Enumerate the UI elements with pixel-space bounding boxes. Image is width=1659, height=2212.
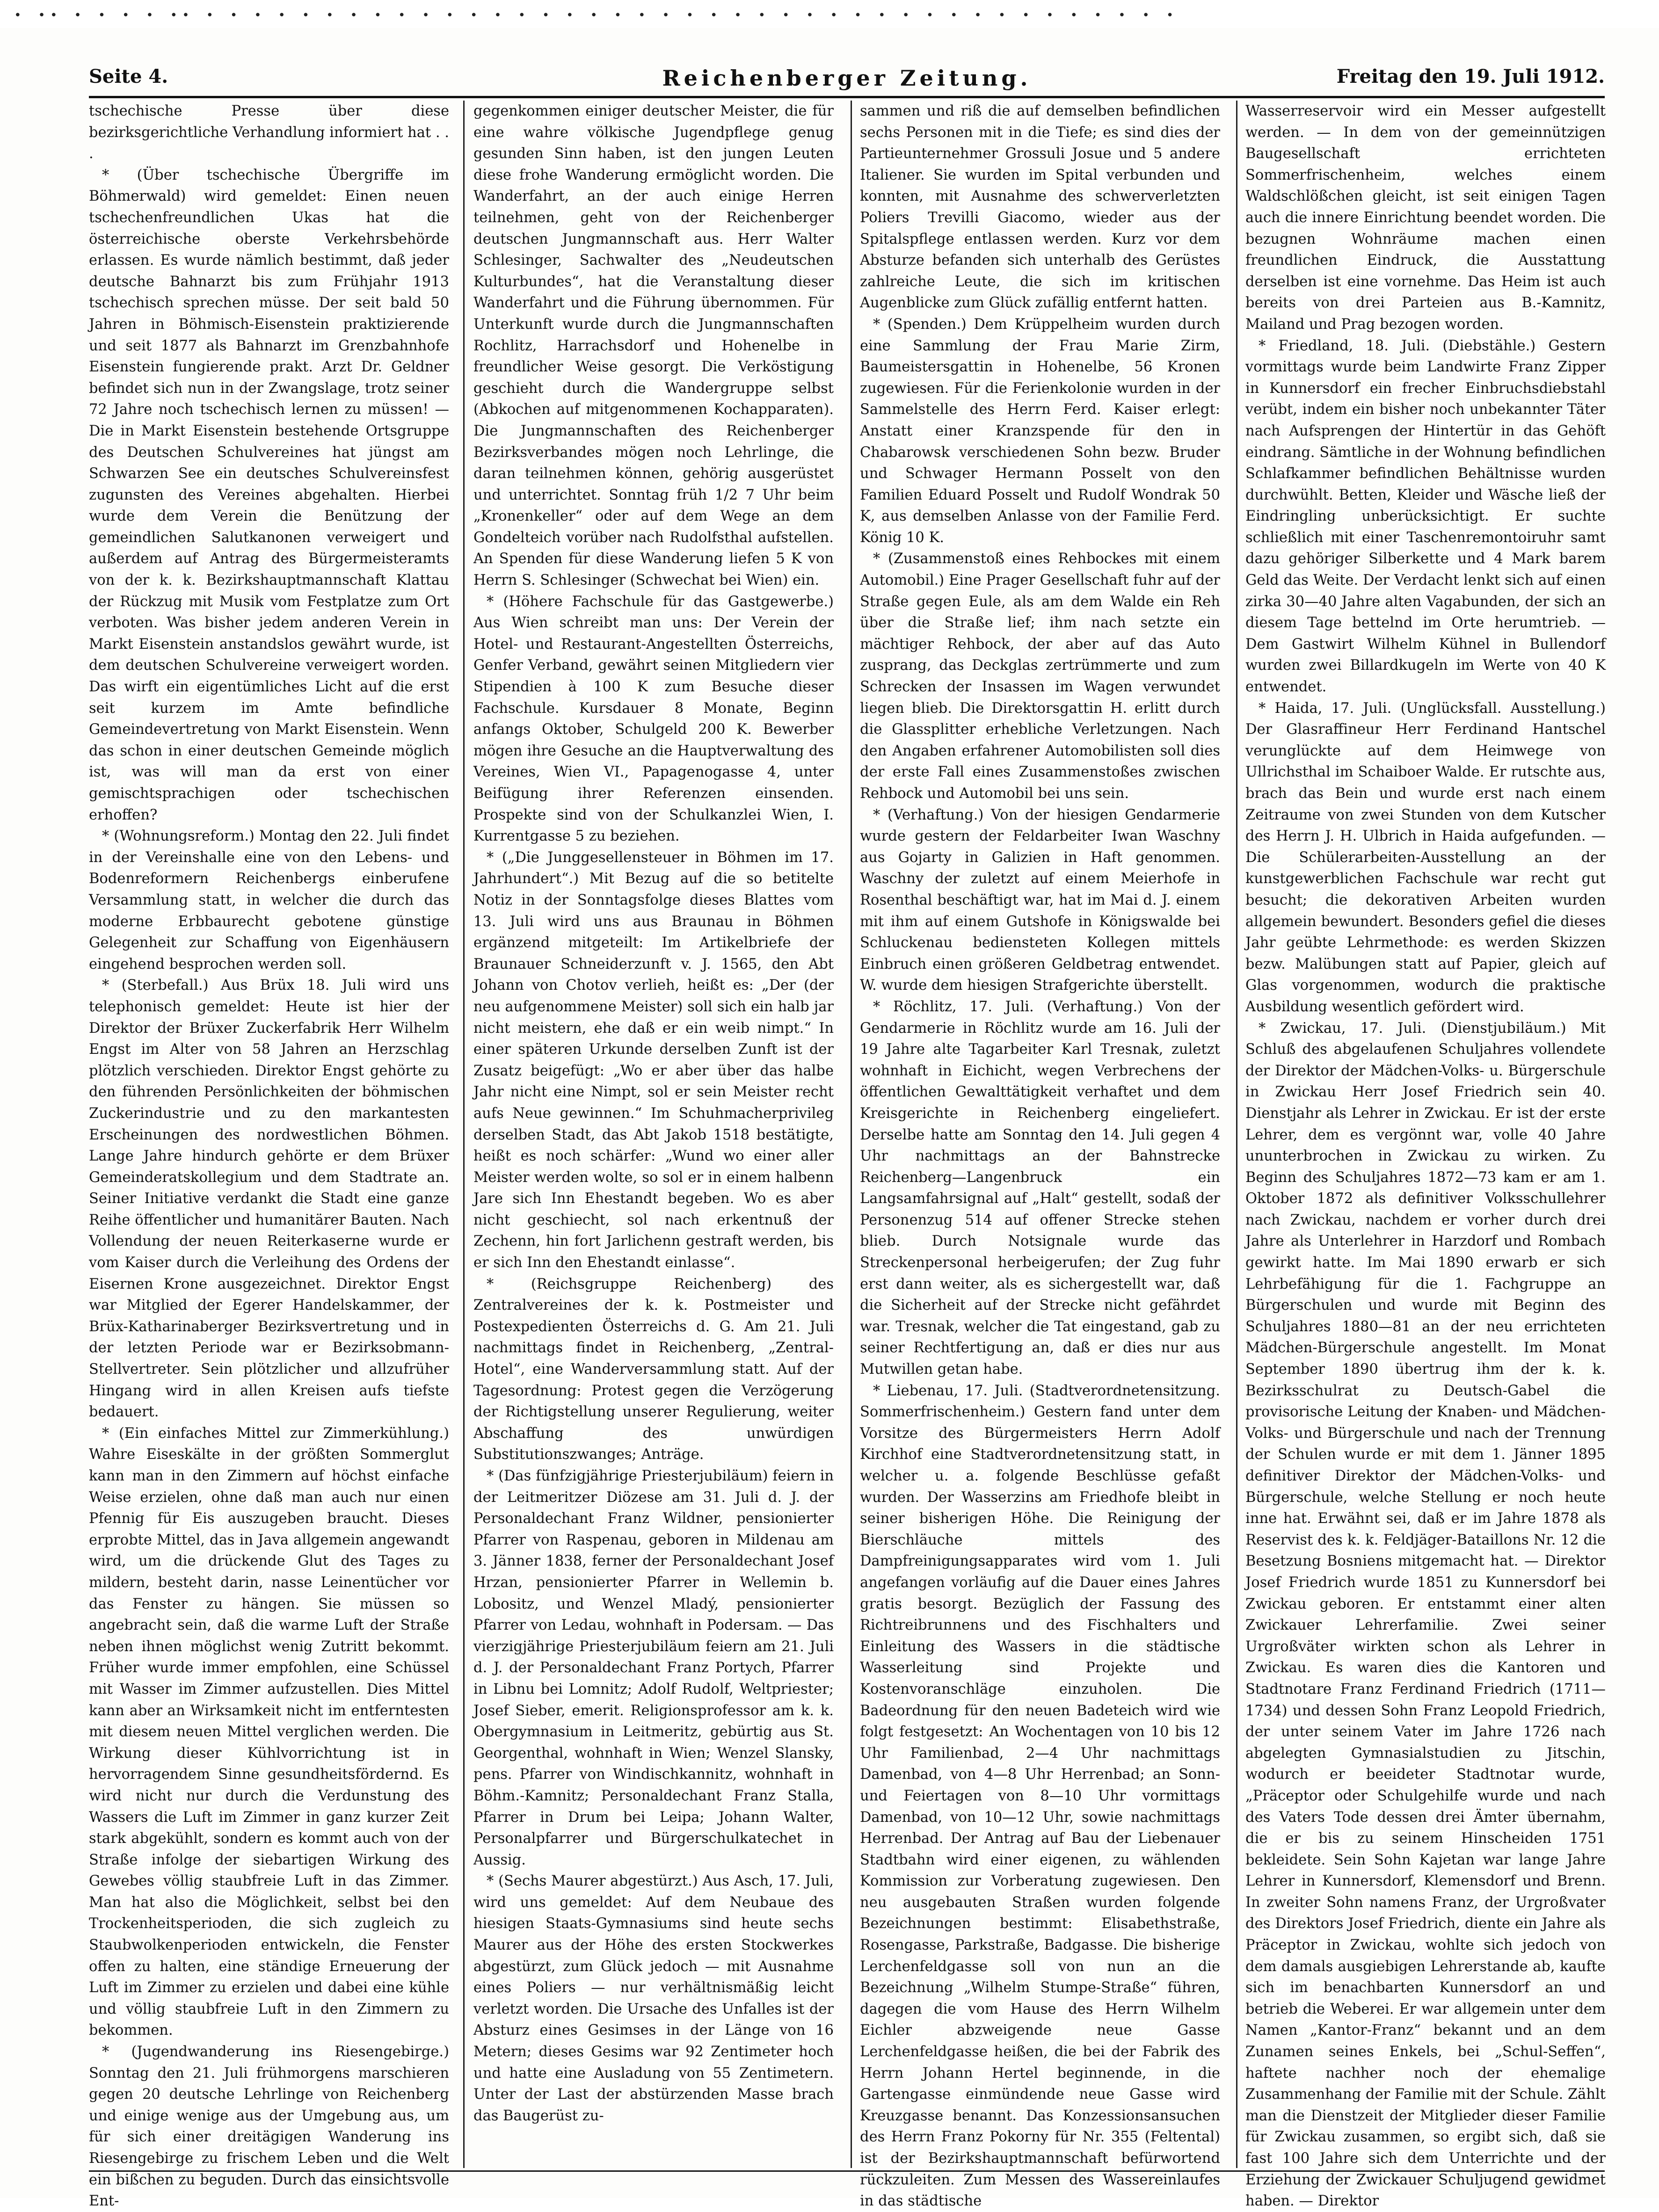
margin-dots: • •• • • • • •• • • • • • • • • • • • • • • • • • • • • • • • • • • • • • • • • • • • • • • • • • [14, 8, 1179, 22]
article-paragraph: * Friedland, 18. Juli. (Diebstähle.) Gestern vormittags wurde beim Landwirte Franz Zipper in Kunnersdorf ein frecher Einbruchsdiebstahl verübt, indem ein bisher noch unbekannter Täter nach Aufsprengen der Hintertür in das Gehöft eindrang. Sämtliche in der Wohnung befindlichen Schlafkammer befindlichen Behältnisse wurden durchwühlt. Betten, Kleider und Wäsche ließ der Eindringling unberücksichtigt. Er suchte schließlich mit einer Taschenremontoiruhr samt dazu gehöriger Silberkette und 4 Mark barem Geld das Weite. Der Verdacht lenkt sich auf einen zirka 30—40 Jahre alten Vagabunden, der sich an diesem Tage bettelnd im Orte herumtrieb. — Dem Gastwirt Wilhelm Kühnel in Bullendorf wurden zwei Billardkugeln im Werte von 40 K entwendet. [1245, 337, 1606, 696]
column-4 [1245, 101, 1606, 2210]
column-2 [473, 101, 834, 2168]
article-paragraph: * (Sechs Maurer abgestürzt.) Aus Asch, 17. Juli, wird uns gemeldet: Auf dem Neubaue des hiesigen Staats-Gymnasiums sind heute sechs Maurer aus der Höhe des ersten Stockwerkes abgestürzt, zum Glück jedoch — mit Ausnahme eines Poliers — nur verhältnismäßig leicht verletzt worden. Die Ursache des Unfalles ist der Absturz eines Gesimses in der Länge von 16 Metern; dieses Gesims war 92 Zentimeter hoch und hatte eine Ausladung von 55 Zentimetern. Unter der Last der abstürzenden Masse brach das Baugerüst zu- [473, 1873, 834, 2124]
article-paragraph: * Liebenau, 17. Juli. (Stadtverordnetensitzung. Sommerfrischenheim.) Gestern fand unter dem Vorsitze des Bürgermeisters Herrn Adolf Kirchhof eine Stadtverordnetensitzung statt, in welcher u. a. folgende Beschlüsse gefaßt wurden. Der Wasserzins am Friedhofe bleibt in seiner bisherigen Höhe. Die Reinigung der Bierschläuche mittels des Dampfreinigungsapparates wird vom 1. Juli angefangen vorläufig auf die Dauer eines Jahres gratis besorgt. Bezüglich der Fassung des Richtreibrunnens und des Fischhalters und Einleitung des Wassers in die städtische Wasserleitung sind Projekte und Kostenvoranschläge einzuholen. Die Badeordnung für den neuen Badeteich wird wie folgt festgesetzt: An Wochentagen von 10 bis 12 Uhr Familienbad, 2—4 Uhr nachmittags Damenbad, von 4—8 Uhr Herrenbad; an Sonn- und Feiertagen von 8—10 Uhr vormittags Damenbad, von 10—12 Uhr, sowie nachmittags Herrenbad. Der Antrag auf Bau der Liebenauer Stadtbahn wird einer eigenen, zu wählenden Kommission zur Vorberatung zugewiesen. Den neu ausgebauten Straßen wurden folgende Bezeichnungen bestimmt: Elisabethstraße, Rosengasse, Parkstraße, Badgasse. Die bisherige Lerchenfeldgasse soll von nun an die Bezeichnung „Wilhelm Stumpe-Straße“ führen, dagegen die vom Hause des Herrn Wilhelm Eichler abzweigende neue Gasse Lerchenfeldgasse heißen, die bei der Fabrik des Herrn Johann Hertel beginnende, in die Gartengasse einmündende neue Gasse wird Kreuzgasse benannt. Das Konzessionsansuchen des Herrn Franz Pokorny für Nr. 355 (Feltental) ist der Bezirkshauptmannschaft befürwortend rückzuleiten. Zum Messen des Wassereinlaufes in das städtische [860, 1382, 1220, 2210]
article-paragraph: * Röchlitz, 17. Juli. (Verhaftung.) Von der Gendarmerie in Röchlitz wurde am 16. Juli der 19 Jahre alte Tagarbeiter Karl Tresnak, zuletzt wohnhaft in Eichicht, wegen Verbrechens der öffentlichen Gewalttätigkeit verhaftet und dem Kreisgerichte in Reichenberg eingeliefert. Derselbe hatte am Sonntag den 14. Juli gegen 4 Uhr nachmittags an der Bahnstrecke Reichenberg—Langenbruck ein Langsamfahrsignal auf „Halt“ gestellt, sodaß der Personenzug 514 auf offener Strecke stehen blieb. Durch Notsignale wurde das Streckenpersonal herbeigerufen; der Zug fuhr erst dann weiter, als es sichergestellt war, daß die Sicherheit auf der Strecke nicht gefährdet war. Tresnak, welcher die Tat eingestand, gab zu seiner Rechtfertigung an, daß er dies nur aus Mutwillen getan habe. [860, 998, 1220, 1378]
article-paragraph: gegenkommen einiger deutscher Meister, die für eine wahre völkische Jugendpflege genug gesunden Sinn haben, ist den jungen Leuten diese frohe Wanderung ermöglicht worden. Die Wanderfahrt, an der auch einige Herren teilnehmen, geht von der Reichenberger deutschen Jungmannschaft aus. Herr Walter Schlesinger, Sachwalter des „Neudeutschen Kulturbundes“, hat die Veranstaltung dieser Wanderfahrt und die Führung übernommen. Für Unterkunft wurde durch die Jungmannschaften Rochlitz, Harrachsdorf und Hohenelbe in freundlicher Weise gesorgt. Die Verköstigung geschieht durch die Wandergruppe selbst (Abkochen auf mitgenommenen Kochapparaten). Die Jungmannschaften des Reichenberger Bezirksverbandes mögen noch Lehrlinge, die daran teilnehmen können, gehörig ausgerüstet und unterrichtet. Sonntag früh 1/2 7 Uhr beim „Kronenkeller“ oder auf dem Wege an dem Gondelteich vorüber nach Rudolfsthal aufstellen. An Spenden für diese Wanderung liefen 5 K von Herrn S. Schlesinger (Schwechat bei Wien) ein. [473, 103, 834, 589]
article-paragraph: tschechische Presse über diese bezirksgerichtliche Verhandlung informiert hat . . . [89, 103, 449, 162]
article-paragraph: * (Wohnungsreform.) Montag den 22. Juli findet in der Vereinshalle eine von den Lebens- und Bodenreformern Reichenbergs einberufene Versammlung statt, in welcher die durch das moderne Erbbaurecht gebotene günstige Gelegenheit zur Schaffung von Eigenhäusern eingehend besprochen werden soll. [89, 828, 449, 972]
bottom-rule [89, 2170, 1605, 2172]
article-paragraph: Wasserreservoir wird ein Messer aufgestellt werden. — In dem von der gemeinnützigen Baugesellschaft errichteten Sommerfrischenheim, welches einem Waldschlößchen gleicht, ist seit einigen Tagen auch die innere Einrichtung beendet worden. Die bezugnen Wohnräume machen einen freundlichen Eindruck, die Ausstattung derselben ist eine vornehme. Das Heim ist auch bereits von drei Parteien aus B.-Kamnitz, Mailand und Prag bezogen worden. [1245, 103, 1606, 333]
article-paragraph: * (Reichsgruppe Reichenberg) des Zentralvereines der k. k. Postmeister und Postexpedienten Österreichs d. G. Am 21. Juli nachmittags findet in Reichenberg, „Zentral-Hotel“, eine Wanderversammlung statt. Auf der Tagesordnung: Protest gegen die Verzögerung der Richtigstellung unserer Regulierung, weiter Abschaffung des unwürdigen Substitutionszwanges; Anträge. [473, 1276, 834, 1463]
issue-date: Freitag den 19. Juli 1912. [1336, 65, 1605, 87]
article-paragraph: sammen und riß die auf demselben befindlichen sechs Personen mit in die Tiefe; es sind dies der Partieunternehmer Grossuli Josue und 5 andere Italiener. Sie wurden im Spital verbunden und konnten, mit Ausnahme des schwerverletzten Poliers Trevilli Giacomo, wieder aus der Spitalspflege entlassen werden. Kurz vor dem Absturze befanden sich unterhalb des Gerüstes zahlreiche Leute, die sich im kritischen Augenblicke zum Glück zufällig entfernt hatten. [860, 103, 1220, 312]
column-3 [860, 101, 1220, 2210]
column-divider [1236, 101, 1237, 2168]
article-paragraph: * Haida, 17. Juli. (Unglücksfall. Ausstellung.) Der Glasraffineur Herr Ferdinand Hantschel verunglückte auf dem Heimwege von Ullrichsthal im Schaiboer Walde. Er rutschte aus, brach das Bein und wurde erst nach einem Zeitraume von zwei Stunden von dem Kutscher des Herrn J. H. Ulbrich in Haida aufgefunden. — Die Schülerarbeiten-Ausstellung an der kunstgewerblichen Fachschule war recht gut besucht; die dekorativen Arbeiten wurden allgemein bewundert. Besonders gefiel die dieses Jahr geübte Lehrmethode: es werden Skizzen bezw. Malübungen statt auf Papier, gleich auf Glas vorgenommen, wodurch die praktische Ausbildung wesentlich gefördert wird. [1245, 700, 1606, 1015]
article-paragraph: * (Spenden.) Dem Krüppelheim wurden durch eine Sammlung der Frau Marie Zirm, Baumeistersgattin in Hohenelbe, 56 Kronen zugewiesen. Für die Ferienkolonie wurden in der Sammelstelle des Herrn Ferd. Kaiser erlegt: Anstatt einer Kranzspende für den in Chabarowsk verschiedenen Sohn bezw. Bruder und Schwager Hermann Posselt von den Familien Eduard Posselt und Rudolf Wondrak 50 K, aus demselben Anlasse von der Familie Ferd. König 10 K. [860, 316, 1220, 546]
column-divider [851, 101, 852, 2168]
top-margin [0, 0, 1659, 28]
article-paragraph: * (Höhere Fachschule für das Gastgewerbe.) Aus Wien schreibt man uns: Der Verein der Hotel- und Restaurant-Angestellten Österreichs, Genfer Verband, gewährt seinen Mitgliedern vier Stipendien à 100 K zum Besuche dieser Fachschule. Kursdauer 8 Monate, Beginn anfangs Oktober, Schulgeld 200 K. Bewerber mögen ihre Gesuche an die Hauptverwaltung des Vereines, Wien VI., Papagenogasse 4, unter Beifügung ihrer Referenzen einsenden. Prospekte sind von der Schulkanzlei Wien, I. Kurrentgasse 5 zu beziehen. [473, 593, 834, 845]
article-paragraph: * Zwickau, 17. Juli. (Dienstjubiläum.) Mit Schluß des abgelaufenen Schuljahres vollendete der Direktor der Mädchen-Volks- u. Bürgerschule in Zwickau Herr Josef Friedrich sein 40. Dienstjahr als Lehrer in Zwickau. Er ist der erste Lehrer, dem es vergönnt war, volle 40 Jahre ununterbrochen in Zwickau zu wirken. Zu Beginn des Schuljahres 1872—73 kam er am 1. Oktober 1872 als definitiver Volksschullehrer nach Zwickau, nachdem er vorher durch drei Jahre als Unterlehrer in Harzdorf und Rombach gewirkt hatte. Im Mai 1890 erwarb er sich Lehrbefähigung für die 1. Fachgruppe an Bürgerschulen und wurde mit Beginn des Schuljahres 1880—81 an der neu errichteten Mädchen-Bürgerschule angestellt. Im Monat September 1890 übertrug ihm der k. k. Bezirksschulrat zu Deutsch-Gabel die provisorische Leitung der Knaben- und Mädchen-Volks- und Bürgerschule und nach der Trennung der Schulen wurde er mit dem 1. Jänner 1895 definitiver Direktor der Mädchen-Volks- und Bürgerschule, welche Stellung er noch heute inne hat. Erwähnt sei, daß er im Jahre 1878 als Reservist des k. k. Feldjäger-Bataillons Nr. 12 die Besetzung Bosniens mitgemacht hat. — Direktor Josef Friedrich wurde 1851 zu Kunnersdorf bei Zwickau geboren. Er entstammt einer alten Zwickauer Lehrerfamilie. Zwei seiner Urgroßväter wirkten schon als Lehrer in Zwickau. Es waren dies die Kantoren und Stadtnotare Franz Ferdinand Friedrich (1711—1734) und dessen Sohn Franz Leopold Friedrich, der unter seinem Vater im Jahre 1726 nach abgelegten Gymnasialstudien zu Jitschin, wodurch er beeideter Stadtnotar wurde, „Präceptor oder Schulgehilfe wurde und nach des Vaters Tode dessen drei Ämter übernahm, die er bis zu seinem Hinscheiden 1751 bekleidete. Sein Sohn Kajetan war lange Jahre Lehrer in Kunnersdorf, Klemensdorf und Brenn. In zweiter Sohn namens Franz, der Urgroßvater des Direktors Josef Friedrich, diente ein Jahre als Präceptor in Zwickau, wohlte sich jedoch von dem damals ausgiebigen Lehrerstande ab, kaufte sich im benachbarten Kunnersdorf an und betrieb die Weberei. Er war allgemein unter dem Namen „Kantor-Franz“ bekannt und an dem Zunamen seines Enkels, bei „Schul-Seffen“, haftete nachher noch der ehemalige Zusammenhang der Familie mit der Schule. Zählt man die Dienstzeit der Mitglieder dieser Familie für Zwickau zusammen, so ergibt sich, daß sie fast 100 Jahre sich dem Unterrichte und der Erziehung der Zwickauer Schuljugend gewidmet haben. — Direktor [1245, 1020, 1606, 2210]
page-number: Seite 4. [89, 65, 168, 87]
page-header [89, 65, 1605, 98]
article-paragraph: * (Ein einfaches Mittel zur Zimmerkühlung.) Wahre Eiseskälte in der größten Sommerglut kann man in den Zimmern auf höchst einfache Weise erzielen, ohne daß man auch nur einen Pfennig für Eis auszugeben braucht. Dieses erprobte Mittel, das in Java allgemein angewandt wird, um die drückende Glut des Tages zu mildern, besteht darin, nasse Leinentücher vor das Fenster zu hängen. Sie müssen so angebracht sein, daß die warme Luft der Straße neben ihnen möglichst wenig Zutritt bekommt. Früher wurde immer empfohlen, eine Schüssel mit Wasser im Zimmer aufzustellen. Dies Mittel kann aber an Wirksamkeit nicht im entferntesten mit diesem neuen Mittel verglichen werden. Die Wirkung dieser Kühlvorrichtung ist in hervorragendem Sinne gesundheitsfördernd. Es wird nicht nur durch die Verdunstung des Wassers die Luft im Zimmer in ganz kurzer Zeit stark abgekühlt, sondern es kommt auch von der Straße infolge der siebartigen Wirkung des Gewebes völlig staubfreie Luft in das Zimmer. Man hat also die Möglichkeit, selbst bei den Trockenheitsperioden, die sich zugleich zu Staubwolkenperioden entwickeln, die Fenster offen zu halten, eine ständige Erneuerung der Luft im Zimmer zu erzielen und dabei eine kühle und völlig staubfreie Luft in den Zimmern zu bekommen. [89, 1425, 449, 2039]
header-rule [89, 96, 1605, 98]
article-paragraph: * (Das fünfzigjährige Priesterjubiläum) feiern in der Leitmeritzer Diözese am 31. Juli d. J. der Personaldechant Franz Wildner, pensionierter Pfarrer von Raspenau, geboren in Mildenau am 3. Jänner 1838, ferner der Personaldechant Josef Hrzan, pensionierter Pfarrer in Wellemin b. Lobositz, und Wenzel Mladý, pensionierter Pfarrer von Ledau, wohnhaft in Podersam. — Das vierzigjährige Priesterjubiläum feiern am 21. Juli d. J. der Personaldechant Franz Portych, Pfarrer in Libnu bei Lomnitz; Adolf Rudolf, Weltpriester; Josef Sieber, emerit. Religionsprofessor am k. k. Obergymnasium in Leitmeritz, gebürtig aus St. Georgenthal, wohnhaft in Wien; Wenzel Slansky, pens. Pfarrer von Windischkannitz, wohnhaft in Böhm.-Kamnitz; Personaldechant Franz Stalla, Pfarrer in Drum bei Leipa; Johann Walter, Personalpfarrer und Bürgerschulkatechet in Aussig. [473, 1468, 834, 1868]
article-paragraph: * (Zusammenstoß eines Rehbockes mit einem Automobil.) Eine Prager Gesellschaft fuhr auf der Straße gegen Eule, als am dem Walde ein Reh über die Straße lief; ihm nach setzte ein mächtiger Rehbock, der aber auf das Auto zusprang, das Deckglas zertrümmerte und zum Schrecken der Insassen im Wagen verwundet liegen blieb. Die Direktorsgattin H. erlitt durch die Glassplitter erhebliche Verletzungen. Nach den Angaben erfahrener Automobilisten soll dies der erste Fall eines Zusammenstoßes zwischen Rehbock und Automobil bei uns sein. [860, 551, 1220, 802]
column-divider [463, 101, 465, 2168]
article-paragraph: * (Über tschechische Übergriffe im Böhmerwald) wird gemeldet: Einen neuen tschechenfreundlichen Ukas hat die österreichische oberste Verkehrsbehörde erlassen. Es wurde nämlich bestimmt, daß jeder deutsche Bahnarzt bis zum Frühjahr 1913 tschechisch sprechen müsse. Der seit bald 50 Jahren in Böhmisch-Eisenstein praktizierende und seit 1877 als Bahnarzt im Grenzbahnhofe Eisenstein fungierende prakt. Arzt Dr. Geldner befindet sich nun in der Zwangslage, trotz seiner 72 Jahre noch tschechisch lernen zu müssen! — Die in Markt Eisenstein bestehende Ortsgruppe des Deutschen Schulvereines hat jüngst am Schwarzen See ein deutsches Schulvereinsfest zugunsten des Vereines abgehalten. Hierbei wurde dem Verein die Benützung der gemeindlichen Salutkanonen verweigert und außerdem auf Antrag des Bürgermeisteramts von der k. k. Bezirkshauptmannschaft Klattau der Rückzug mit Musik vom Festplatze zum Ort verboten. Was bisher jedem anderen Verein in Markt Eisenstein anstandslos gewährt wurde, ist dem deutschen Schulvereine verweigert worden. Das wirft ein eigentümliches Licht auf die erst seit kurzem im Amte befindliche Gemeindevertretung von Markt Eisenstein. Wenn das schon in einer deutschen Gemeinde möglich ist, was will man da erst von einer gemischtsprachigen oder tschechischen erhoffen? [89, 167, 449, 823]
article-paragraph: * („Die Junggesellensteuer in Böhmen im 17. Jahrhundert“.) Mit Bezug auf die so betitelte Notiz in der Sonntagsfolge dieses Blattes vom 13. Juli wird uns aus Braunau in Böhmen ergänzend mitgeteilt: Im Artikelbriefe der Braunauer Schneiderzunft v. J. 1565, den Abt Johann von Chotov verlieh, heißt es: „Der (der neu aufgenommene Meister) soll sich ein halb jar nicht meistern, ehe daß er ein weib nimpt.“ In einer späteren Urkunde derselben Zunft ist der Zusatz beigefügt: „Wo er aber über das halbe Jahr nicht eine Nimpt, sol er sein Meister recht aufs Neue gewinnen.“ Im Schuhmacherprivileg derselben Stadt, das Abt Jakob 1518 bestätigte, heißt es noch schärfer: „Wund wo einer aller Meister werden wolte, so sol er in einem halbenn Jare sich Inn Ehestandt begeben. Wo es aber nicht geschiecht, sol nach erkentnuß der Zechenn, hin fort Jarlichenn gestraft werden, bis er sich Inn den Ehestandt einlasse“. [473, 849, 834, 1271]
article-paragraph: * (Jugendwanderung ins Riesengebirge.) Sonntag den 21. Juli frühmorgens marschieren gegen 20 deutsche Lehrlinge von Reichenberg und einige wenige aus der Umgebung aus, um für sich einer dreitägigen Wanderung ins Riesengebirge zu frischem Leben und die Welt ein bißchen zu beguden. Durch das einsichtsvolle Ent- [89, 2044, 449, 2210]
article-paragraph: * (Verhaftung.) Von der hiesigen Gendarmerie wurde gestern der Feldarbeiter Iwan Waschny aus Gojarty in Galizien in Haft genommen. Waschny der zuletzt auf einem Meierhofe in Rosenthal beschäftigt war, hat im Mai d. J. einem mit ihm auf einem Gutshofe in Königswalde bei Schluckenau bediensteten Kollegen mittels Einbruch einen größeren Geldbetrag entwendet. W. wurde dem hiesigen Strafgerichte überstellt. [860, 806, 1220, 994]
article-paragraph: * (Sterbefall.) Aus Brüx 18. Juli wird uns telephonisch gemeldet: Heute ist hier der Direktor der Brüxer Zuckerfabrik Herr Wilhelm Engst im Alter von 58 Jahren an Herzschlag plötzlich verschieden. Direktor Engst gehörte zu den führenden Persönlichkeiten der böhmischen Zuckerindustrie und zu den markantesten Erscheinungen des nordwestlichen Böhmen. Lange Jahre hindurch gehörte er dem Brüxer Gemeinderatskollegium und dem Stadtrate an. Seiner Initiative verdankt die Stadt eine ganze Reihe öffentlicher und humanitärer Bauten. Nach Vollendung der neuen Reiterkaserne wurde er vom Kaiser durch die Verleihung des Ordens der Eisernen Krone ausgezeichnet. Direktor Engst war Mitglied der Egerer Handelskammer, der Brüx-Katharinaberger Bezirksvertretung und in der letzten Periode war er Bezirksobmann-Stellvertreter. Sein plötzlicher und allzufrüher Hingang wird in allen Kreisen aufs tiefste bedauert. [89, 977, 449, 1421]
newspaper-title: Reichenberger Zeitung. [662, 65, 1032, 91]
column-1 [89, 101, 449, 2210]
